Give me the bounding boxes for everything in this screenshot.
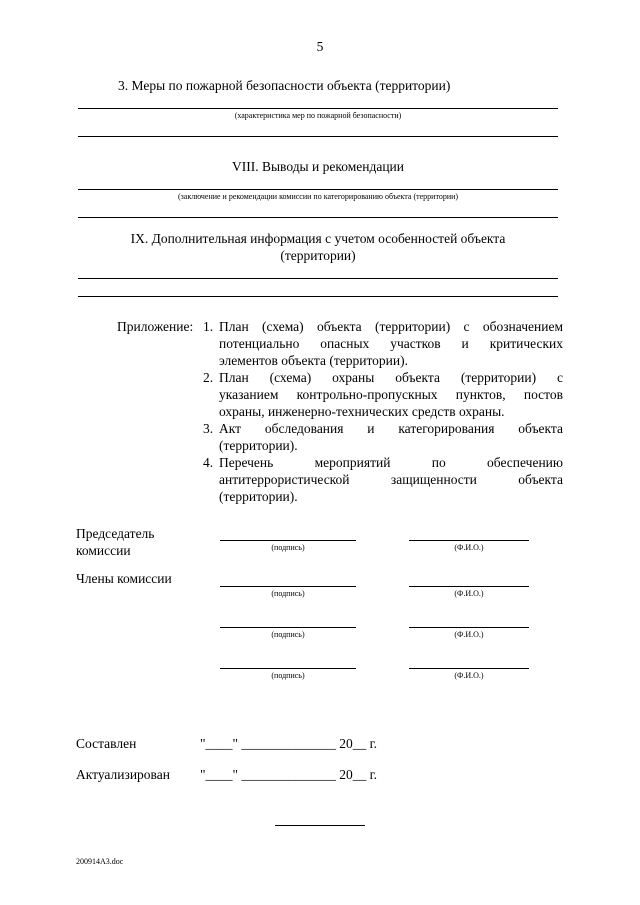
section-3-title: 3. Меры по пожарной безопасности объекта (территории) xyxy=(118,78,451,93)
name-caption: (Ф.И.О.) xyxy=(454,671,484,680)
chairman-label-line2: комиссии xyxy=(76,543,131,558)
fill-line xyxy=(78,217,558,218)
fill-line xyxy=(78,189,558,190)
section-9-title-line2: (территории) xyxy=(280,248,356,263)
compiled-date: "____" ______________ 20__ г. xyxy=(200,736,378,751)
appendix-item-line: потенциально опасных участков и критических xyxy=(219,336,563,351)
section-9-title-line1: IX. Дополнительная информация с учетом особенностей объекта xyxy=(130,231,506,246)
appendix-item-line: (территории). xyxy=(219,489,298,504)
chairman-label-line1: Председатель xyxy=(76,526,155,541)
appendix-item-number: 4. xyxy=(203,455,214,470)
appendix-item xyxy=(203,318,563,369)
signature-line xyxy=(220,668,356,669)
name-line xyxy=(409,627,529,628)
appendix-list xyxy=(203,318,563,505)
appendix-item-line: охраны, инженерно-технических средств охраны. xyxy=(219,404,505,419)
signature-caption: (подпись) xyxy=(271,589,305,598)
fill-line xyxy=(78,108,558,109)
section-3-caption: (характеристика мер по пожарной безопасности) xyxy=(234,111,402,120)
end-separator xyxy=(275,825,365,826)
signature-line xyxy=(220,586,356,587)
appendix-item xyxy=(203,369,563,420)
section-8-caption: (заключение и рекомендации комиссии по категорированию объекта (территории) xyxy=(177,192,459,201)
name-caption: (Ф.И.О.) xyxy=(454,589,484,598)
appendix-item-line: указанием контрольно-пропускных пунктов, постов xyxy=(219,387,563,402)
appendix-item-number: 2. xyxy=(203,370,214,385)
signature-caption: (подпись) xyxy=(271,630,305,639)
appendix-item-line: План (схема) охраны объекта (территории) с xyxy=(219,370,563,385)
name-line xyxy=(409,540,529,541)
appendix-item-number: 3. xyxy=(203,421,214,436)
footer-filename: 200914A3.doc xyxy=(76,857,124,866)
appendix-item-line: (территории). xyxy=(219,438,298,453)
appendix-label: Приложение: xyxy=(117,319,194,334)
appendix-item-line: Перечень мероприятий по обеспечению xyxy=(219,455,563,470)
updated-label: Актуализирован xyxy=(76,767,170,782)
appendix-item xyxy=(203,454,563,505)
updated-date: "____" ______________ 20__ г. xyxy=(200,767,378,782)
appendix-item-line: антитеррористической защищенности объекта xyxy=(219,472,563,487)
name-caption: (Ф.И.О.) xyxy=(454,630,484,639)
appendix-item-line: элементов объекта (территории). xyxy=(219,353,408,368)
name-line xyxy=(409,586,529,587)
fill-line xyxy=(78,296,558,297)
fill-line xyxy=(78,278,558,279)
signature-caption: (подпись) xyxy=(271,671,305,680)
section-8-title: VIII. Выводы и рекомендации xyxy=(231,159,405,174)
name-caption: (Ф.И.О.) xyxy=(454,543,484,552)
appendix-item xyxy=(203,420,563,454)
signature-line xyxy=(220,627,356,628)
name-line xyxy=(409,668,529,669)
signature-caption: (подпись) xyxy=(271,543,305,552)
fill-line xyxy=(78,136,558,137)
page-number: 5 xyxy=(316,39,324,54)
appendix-item-line: План (схема) объекта (территории) с обозначением xyxy=(219,319,563,334)
compiled-label: Составлен xyxy=(76,736,137,751)
signature-line xyxy=(220,540,356,541)
members-label: Члены комиссии xyxy=(76,571,172,586)
appendix-item-number: 1. xyxy=(203,319,214,334)
appendix-item-line: Акт обследования и категорирования объекта xyxy=(219,421,563,436)
